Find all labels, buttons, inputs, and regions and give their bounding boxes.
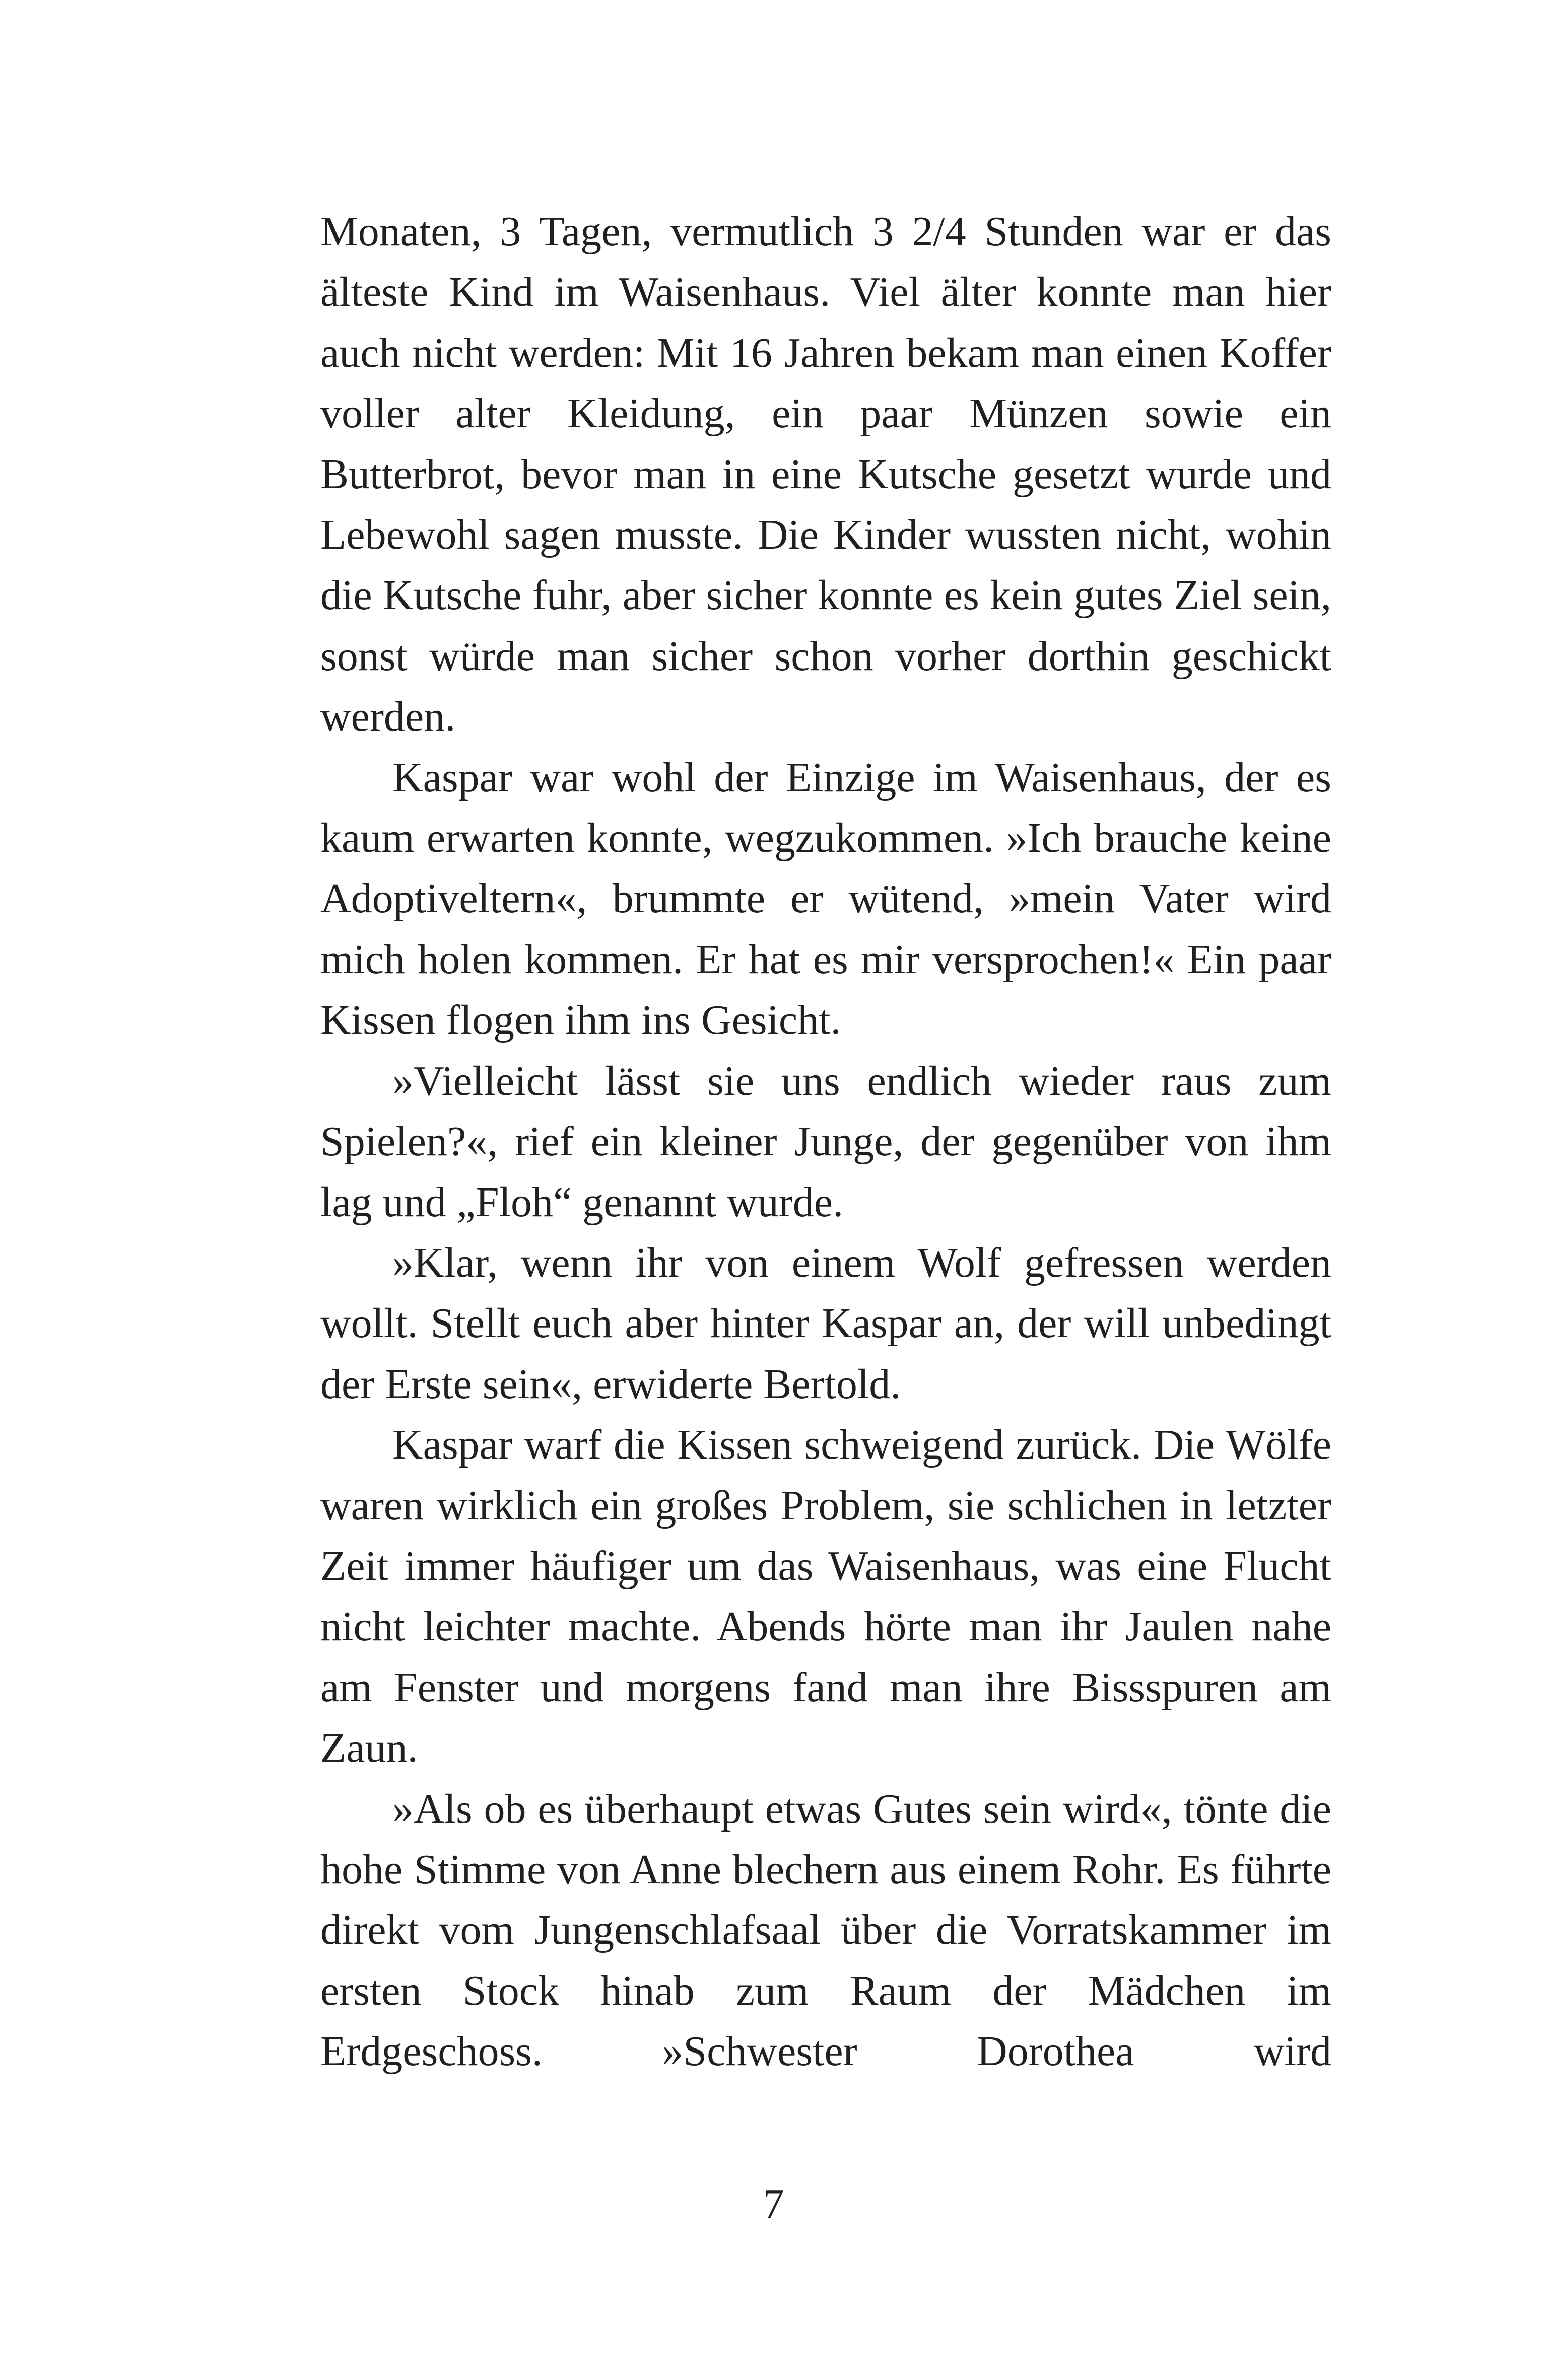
body-text (320, 202, 1331, 2082)
paragraph-3: »Vielleicht lässt sie uns endlich wieder raus zum Spielen?«, rief ein kleiner Junge, der gegenüber von ihm lag und „Floh“ genannt wurde. (320, 1057, 1331, 1226)
paragraph-4: »Klar, wenn ihr von einem Wolf gefressen werden wollt. Stellt euch aber hinter Kaspar an, der will unbedingt der Erste sein«, erwiderte Bertold. (320, 1239, 1331, 1408)
paragraph-5: Kaspar warf die Kissen schweigend zurück. Die Wölfe waren wirklich ein großes Problem, sie schlichen in letzter Zeit immer häufiger um das Waisenhaus, was eine Flucht nicht leichter machte. Abends hörte man ihr Jaulen nahe am Fenster und morgens fand man ihre Bissspuren am Zaun. (320, 1421, 1331, 1772)
paragraph-6: »Als ob es überhaupt etwas Gutes sein wird«, tönte die hohe Stimme von Anne blechern aus einem Rohr. Es führte direkt vom Jungenschlafsaal über die Vorratskammer im ersten Stock hinab zum Raum der Mädchen im Erdgeschoss. »Schwester Dorothea wird (320, 1785, 1331, 2075)
page-number: 7 (763, 2180, 784, 2227)
paragraph-2: Kaspar war wohl der Einzige im Waisenhaus, der es kaum erwarten konnte, wegzukommen. »Ich brauche keine Adoptiveltern«, brummte er wütend, »mein Vater wird mich holen kommen. Er hat es mir versprochen!« Ein paar Kissen flogen ihm ins Gesicht. (320, 754, 1331, 1044)
paragraph-1: Monaten, 3 Tagen, vermutlich 3 2/4 Stunden war er das älteste Kind im Waisenhaus. Viel älter konnte man hier auch nicht werden: Mit 16 Jahren bekam man einen Koffer voller alter Kleidung, ein paar Münzen sowie ein Butterbrot, bevor man in eine Kutsche gesetzt wurde und Lebewohl sagen musste. Die Kinder wussten nicht, wohin die Kutsche fuhr, aber sicher konnte es kein gutes Ziel sein, sonst würde man sicher schon vorher dorthin geschickt werden. (320, 208, 1331, 741)
